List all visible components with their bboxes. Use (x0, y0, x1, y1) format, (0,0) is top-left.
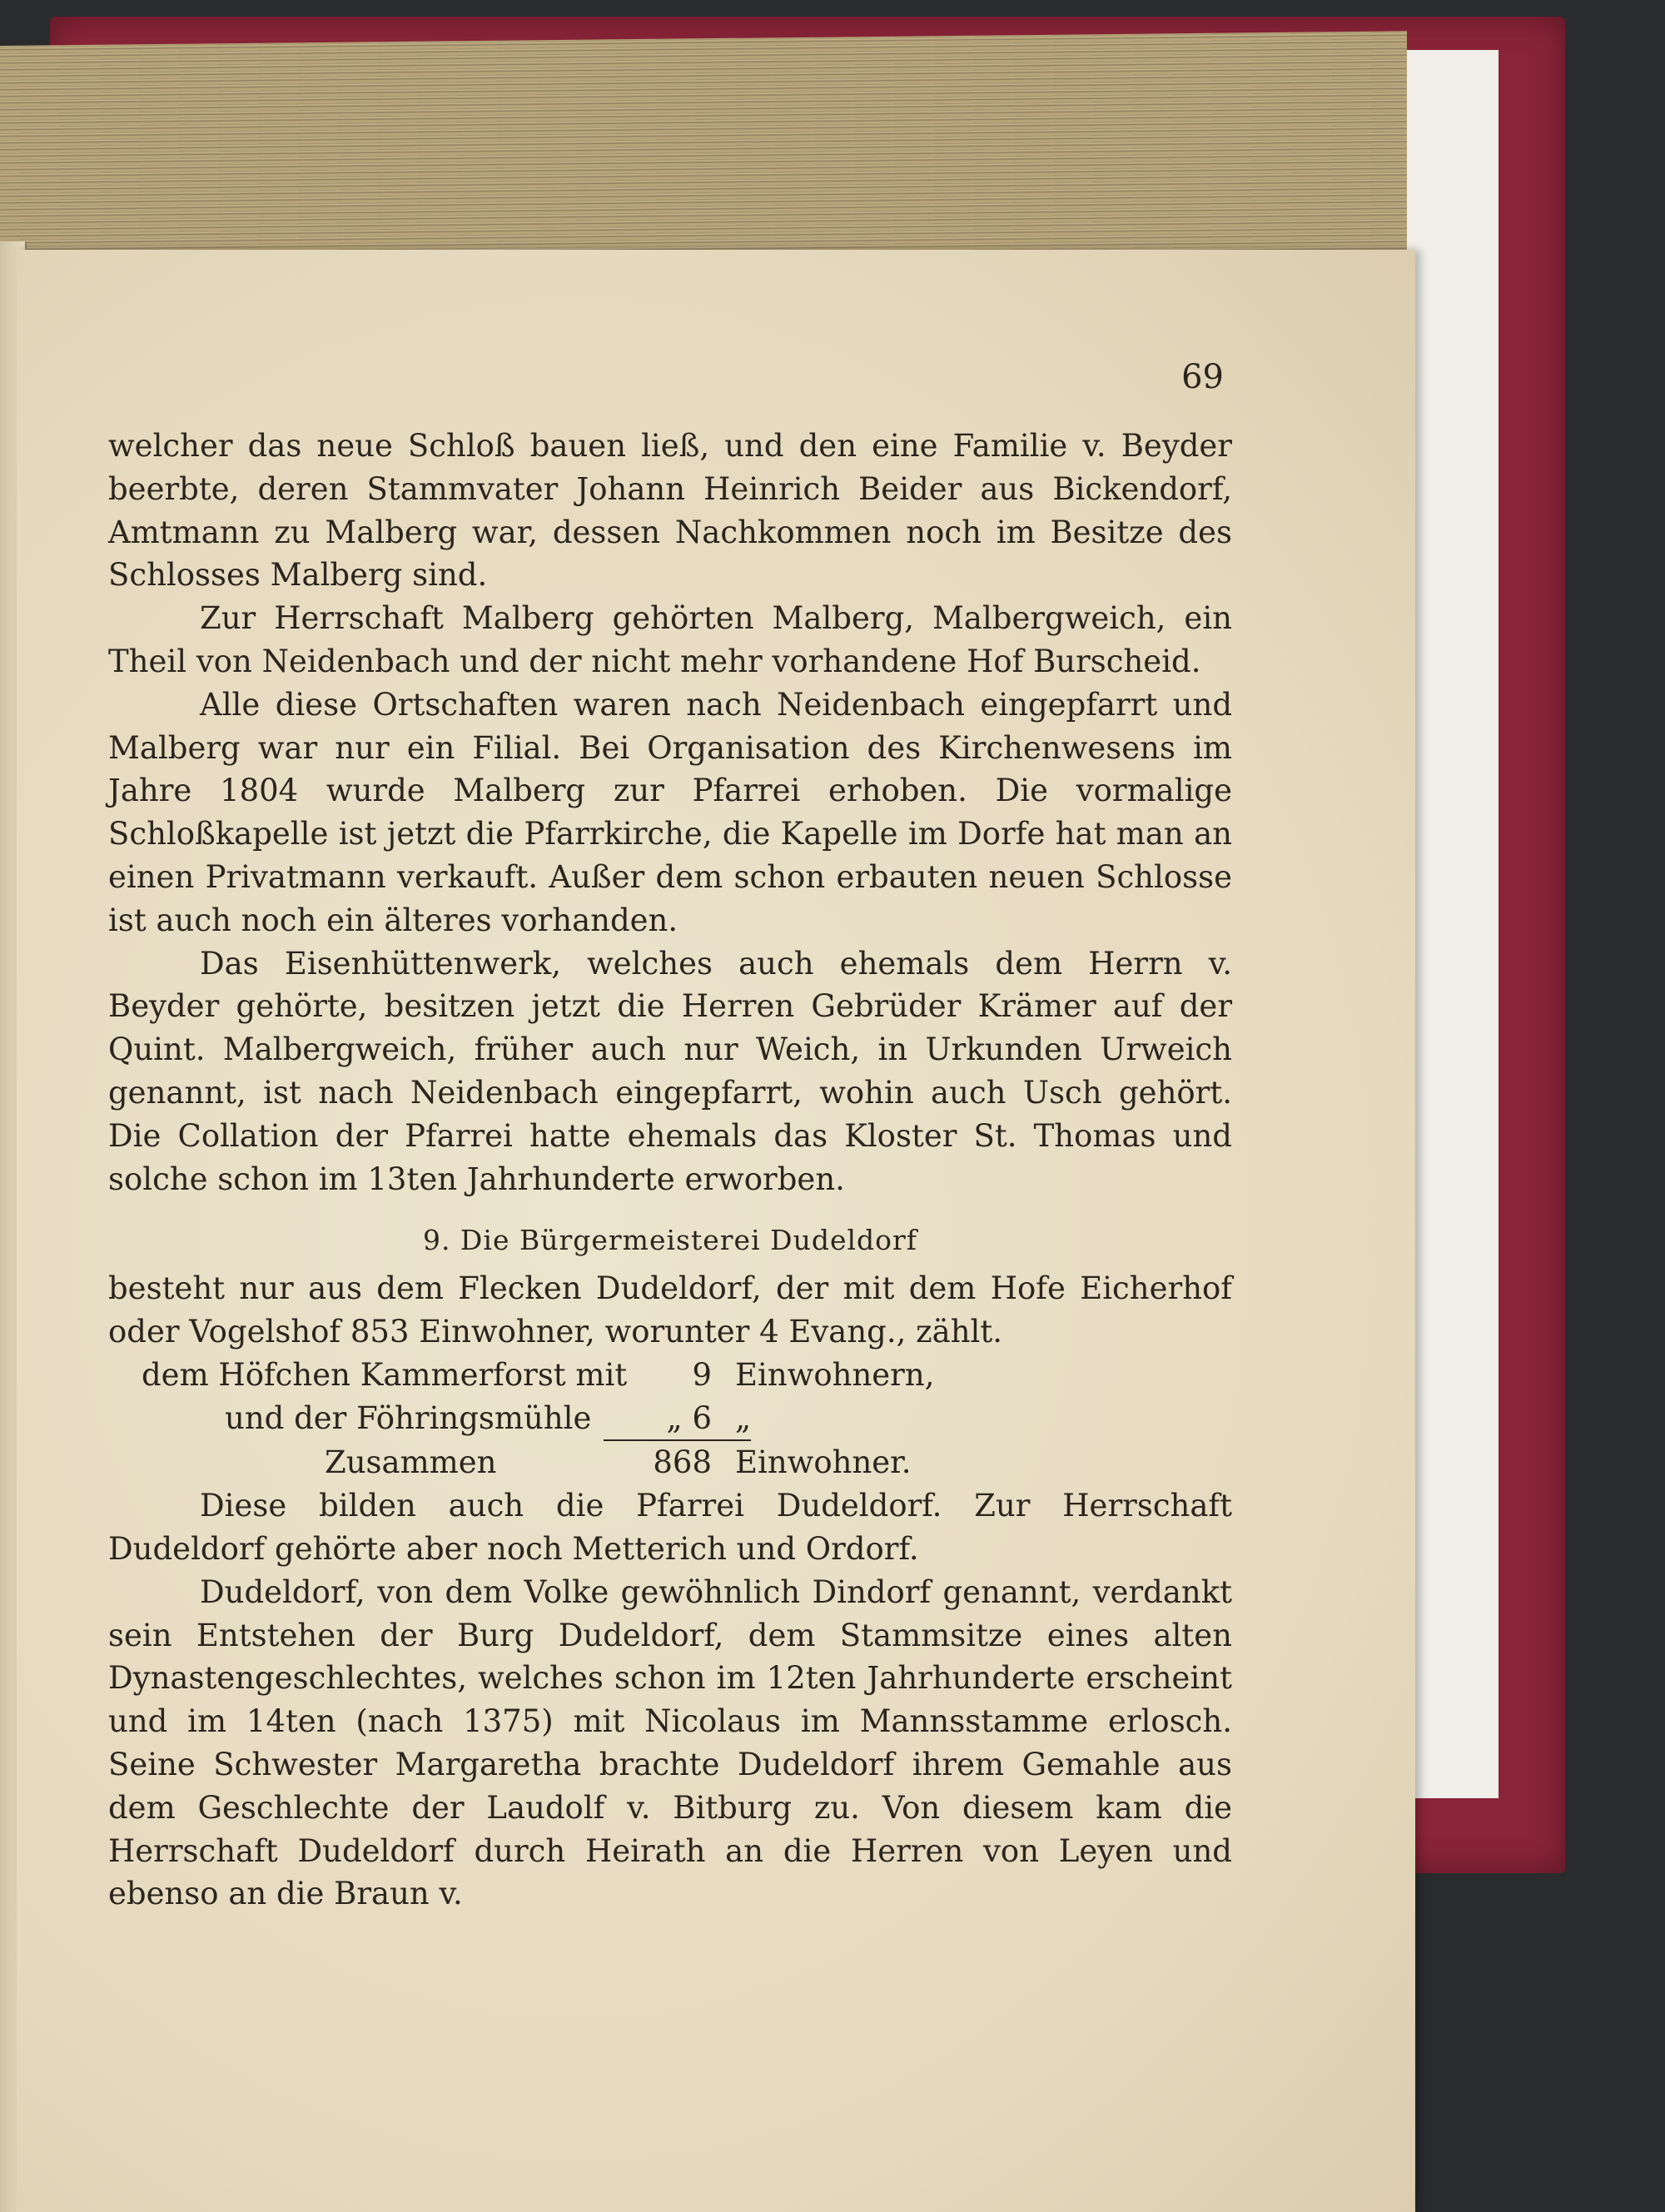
tally-unit: Einwohner. (735, 1444, 912, 1481)
page-text (108, 425, 1232, 1916)
tally-row (108, 1354, 1232, 1397)
tally-label: Zusammen (325, 1444, 497, 1481)
tally-unit: Einwohnern, (735, 1356, 935, 1393)
page-number: 69 (1181, 358, 1224, 396)
paragraph-3: Alle diese Ortschaften waren nach Neidenbach eingepfarrt und Malberg war nur ein Filial. Bei Organisation des Kirchenwesens im Jahre 1804 wurde Malberg zur Pfarrei erhoben. Die vormalige Schloßkapelle ist jetzt die Pfarrkirche, die Kapelle im Dorfe hat man an einen Privatmann verkauft. Außer dem schon erbauten neuen Schlosse ist auch noch ein älteres vorhanden. (108, 686, 1232, 938)
tally-total-row (108, 1441, 1232, 1484)
paragraph-6: Dudeldorf, von dem Volke gewöhnlich Dindorf genannt, verdankt sein Entstehen der Burg Dudeldorf, dem Stammsitze eines alten Dynastengeschlechtes, welches schon im 12ten Jahrhunderte erscheint und im 14ten (nach 1375) mit Nicolaus im Mannsstamme erlosch. Seine Schwester Margaretha brachte Dudeldorf ihrem Gemahle aus dem Geschlechte der Laudolf v. Bitburg zu. Von diesem kam die Herrschaft Dudeldorf durch Heirath an die Herren von Leyen und ebenso an die Braun v. (108, 1573, 1232, 1912)
book-page (17, 250, 1415, 2212)
tally-row (108, 1397, 1232, 1442)
paragraph-2: Zur Herrschaft Malberg gehörten Malberg, Malbergweich, ein Theil von Neidenbach und der nicht mehr vorhandene Hof Burscheid. (108, 600, 1232, 679)
paragraph-5: Diese bilden auch die Pfarrei Dudeldorf. Zur Herrschaft Dudeldorf gehörte aber noch Metterich und Ordorf. (108, 1488, 1232, 1567)
tally-unit: „ (712, 1397, 751, 1442)
population-tally (108, 1354, 1232, 1484)
tally-label: dem Höfchen Kammerforst mit (142, 1356, 628, 1393)
page-edges (0, 31, 1407, 270)
paragraph-1: welcher das neue Schloß bauen ließ, und den eine Familie v. Beyder beerbte, deren Stammvater Johann Heinrich Beider aus Bickendorf, Amtmann zu Malberg war, dessen Nachkommen noch im Besitze des Schlosses Malberg sind. (108, 428, 1232, 594)
tally-label: und der Föhringsmühle (225, 1399, 592, 1436)
paragraph-4: Das Eisenhüttenwerk, welches auch ehemals dem Herrn v. Beyder gehörte, besitzen jetzt die Herren Gebrüder Krämer auf der Quint. Malbergweich, früher auch nur Weich, in Urkunden Urweich genannt, ist nach Neidenbach eingepfarrt, wohin auch Usch gehört. Die Collation der Pfarrei hatte ehemals das Kloster St. Thomas und solche schon im 13ten Jahrhunderte erworben. (108, 945, 1232, 1197)
tally-count: 9 (692, 1356, 712, 1393)
tally-count: 868 (653, 1444, 712, 1481)
section-intro: besteht nur aus dem Flecken Dudeldorf, der mit dem Hofe Eicherhof oder Vogelshof 853 Einwohner, worunter 4 Evang., zählt. (108, 1270, 1232, 1350)
section-heading: 9. Die Bürgermeisterei Dudeldorf (422, 1224, 918, 1257)
tally-count: „ 6 (604, 1397, 712, 1442)
